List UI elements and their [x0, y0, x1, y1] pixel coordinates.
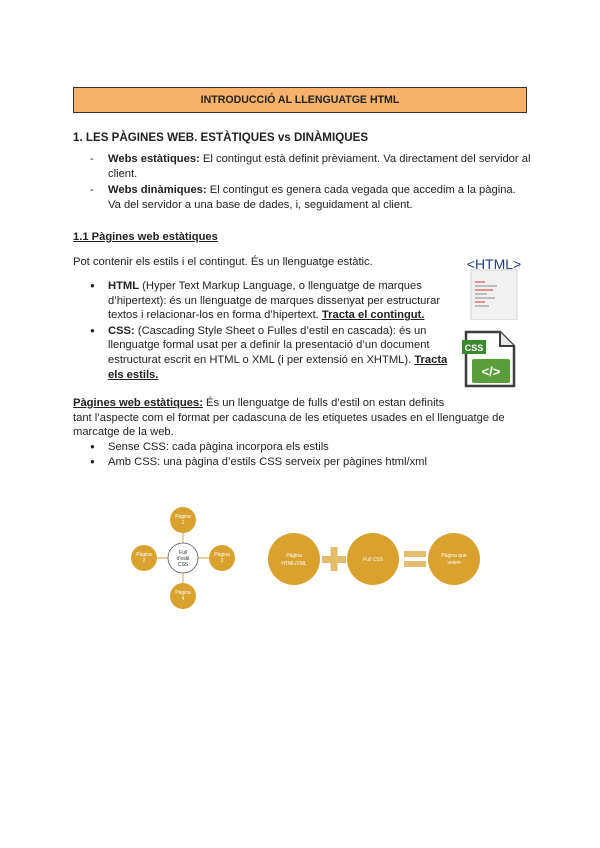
page-title-text: INTRODUCCIÓ AL LLENGUATGE HTML: [200, 93, 400, 106]
css-icon-label: CSS: [464, 343, 484, 353]
intro-text: Pot contenir els estils i el contingut. És un llenguatge estàtic.: [73, 256, 373, 268]
equation-diagram: [268, 533, 480, 585]
list-item-css: [90, 324, 460, 382]
eq-node-css-label: Full CSS: [363, 557, 383, 563]
html-icon-label: <HTML>: [466, 256, 522, 272]
desc-dynamic-webs-1: El contingut es genera cada vegada que accedim a la pàgina.: [206, 184, 516, 197]
node-page-4-label-2: 4: [181, 596, 185, 602]
node-page-1-label-2: 1: [181, 520, 185, 526]
static-pages-term: Pàgines web estàtiques:: [73, 397, 203, 409]
node-page-4-label-1: Pàgina: [175, 590, 191, 596]
equals-icon: [404, 551, 426, 567]
desc-static-webs-1: El contingut està definit prèviament. Va directament del servidor al: [199, 153, 531, 165]
list-item-with-css: ● Amb CSS: una pàgina d’estils CSS serveix per pàgines html/xml: [90, 455, 427, 470]
css-emphasis-1: Tracta: [414, 353, 448, 366]
eq-node-page: [268, 533, 320, 585]
eq-node-page-label-2: HTML/XML: [281, 561, 307, 567]
eq-node-result: [428, 533, 480, 585]
node-page-3-label-2: 3: [220, 558, 224, 564]
css-emphasis-2: els estils.: [108, 368, 159, 381]
center-node-label-2: d'estil: [176, 556, 190, 562]
eq-node-page-label-1: Pàgina: [286, 553, 302, 559]
list-item-static-webs: [88, 152, 538, 181]
static-pages-desc-2: tant l’aspecte com el format per cadascuna de les etiquetes usades en el llenguatge de: [73, 411, 505, 424]
static-pages-desc-1: És un llenguatge de fulls d’estil on estan definits: [202, 397, 445, 409]
html-emphasis: Tracta el contingut.: [321, 309, 425, 322]
static-pages-paragraph: [73, 396, 533, 440]
term-css: CSS:: [108, 324, 135, 337]
term-static-webs: Webs estàtiques:: [108, 153, 200, 165]
node-page-3-label-1: Pàgina: [214, 552, 230, 558]
css-desc-2: llenguatge formal usat per a definir la presentació d’un document: [108, 339, 430, 352]
page-title: [73, 87, 527, 113]
html-file-icon: [463, 256, 525, 320]
node-page-1-label-1: Pàgina: [175, 514, 191, 520]
desc-static-webs-2: client.: [108, 167, 138, 180]
language-list: [90, 279, 460, 382]
desc-dynamic-webs-2: Va del servidor a una base de dades, i, seguidament al client.: [108, 198, 413, 211]
term-html: HTML: [108, 280, 140, 292]
list-item-without-css: ● Sense CSS: cada pàgina incorpora els estils: [90, 440, 427, 455]
list-item-dynamic-webs: [88, 183, 538, 212]
center-node-label-3: CSS: [177, 562, 189, 568]
css-usage-list: [90, 440, 427, 469]
node-page-2-label-2: 2: [142, 558, 146, 564]
web-types-list: [88, 152, 538, 212]
section-heading-1-1: 1.1 Pàgines web estàtiques: [73, 231, 218, 243]
eq-node-result-label-1: Pàgina que: [441, 553, 467, 559]
eq-node-result-label-2: veiem: [447, 560, 461, 566]
static-pages-desc-3: marcatge de la web.: [73, 426, 174, 439]
html-desc-3: textos i relacionar-los en forma d’hipertext.: [108, 309, 322, 322]
css-diagram: [128, 503, 580, 611]
hub-diagram: [131, 507, 235, 609]
center-node-label-1: Full: [178, 550, 188, 556]
term-dynamic-webs: Webs dinàmiques:: [108, 184, 207, 197]
css-desc-1: (Cascading Style Sheet o Fulles d’estil en cascada): és un: [134, 324, 427, 337]
css-icon-symbol: </>: [481, 364, 501, 379]
plus-icon: [322, 547, 346, 571]
node-page-2-label-1: Pàgina: [136, 552, 152, 558]
section-heading-1: 1. LES PÀGINES WEB. ESTÀTIQUES vs DINÀMIQUES: [73, 131, 369, 144]
css-desc-3: estructurat escrit en HTML o XML (i per extensió en XHTML).: [108, 353, 415, 366]
list-item-html: [90, 279, 460, 323]
html-desc-1: (Hyper Text Markup Language, o llenguatge de marques: [139, 280, 422, 292]
css-file-icon: [462, 330, 516, 388]
html-desc-2: d’hipertext): és un llenguatge de marques dissenyat per estructurar: [108, 294, 441, 307]
